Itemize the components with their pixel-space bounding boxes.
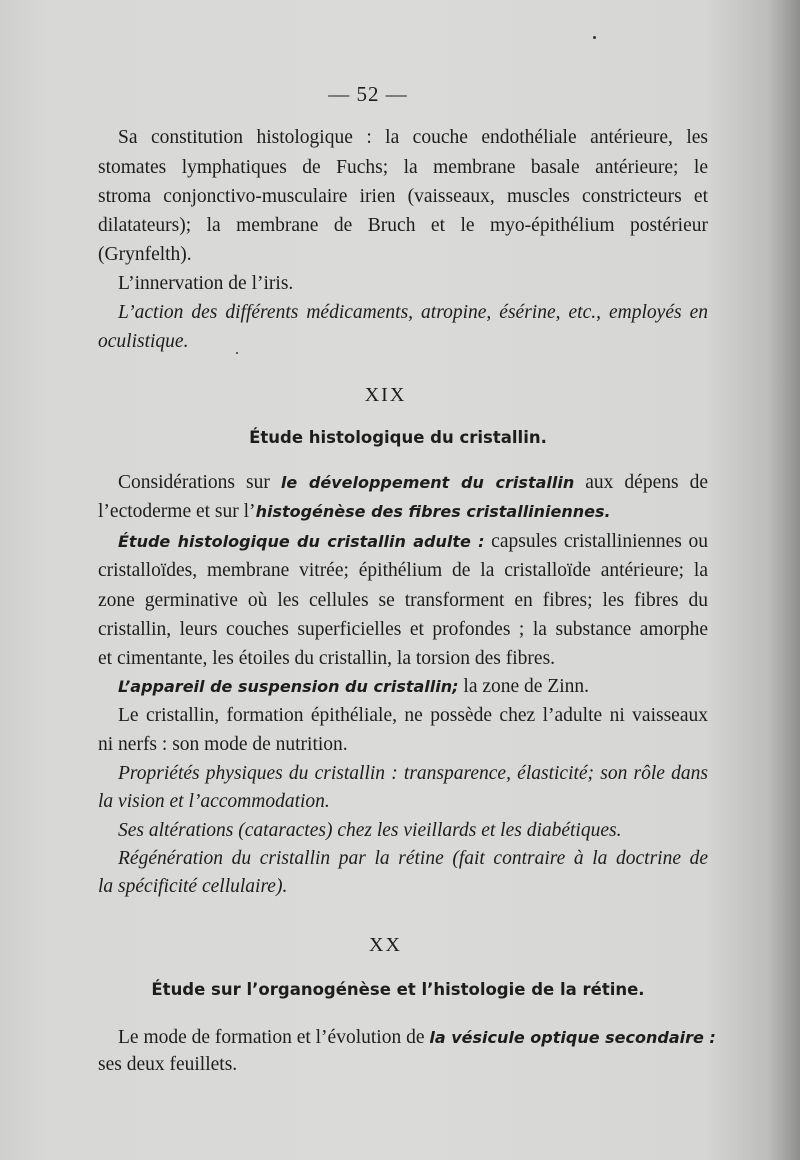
text-line: Régénération du cristallin par la rétine (fait contraire à la doctrine de	[118, 848, 708, 869]
text-line	[98, 499, 708, 525]
text-run: l’ectoderme et sur l’	[98, 501, 256, 522]
text-line: la spécificité cellulaire).	[98, 876, 288, 897]
section-number: XX	[369, 934, 402, 956]
section-number: XIX	[364, 384, 407, 406]
emphasis-run: histogénèse des fibres cristalliniennes.	[255, 502, 611, 521]
section-title: Étude sur l’organogénèse et l’histologie de la rétine.	[151, 980, 645, 999]
text-line: ses deux feuillets.	[98, 1054, 238, 1075]
text-line: Propriétés physiques du cristallin : transparence, élasticité; son rôle dans	[118, 763, 708, 784]
text-line: oculistique.	[98, 331, 189, 352]
text-run: la zone de Zinn.	[458, 676, 590, 697]
section-title: Étude histologique du cristallin.	[249, 428, 547, 447]
text-line: L’action des différents médicaments, atropine, ésérine, etc., employés en	[118, 302, 708, 323]
document-page	[98, 0, 716, 1160]
text-line: Sa constitution histologique : la couche endothéliale antérieure, les	[118, 127, 708, 148]
text-run: Considérations sur	[118, 472, 281, 493]
text-line: cristallin, leurs couches superficielles et profondes ; la substance amorphe	[98, 619, 708, 640]
emphasis-run: L’appareil de suspension du cristallin;	[118, 677, 459, 696]
text-line: ni nerfs : son mode de nutrition.	[98, 734, 348, 755]
text-line: (Grynfelth).	[98, 244, 192, 265]
emphasis-run: le développement du cristallin	[280, 473, 575, 492]
text-line	[118, 470, 708, 496]
text-line: L’innervation de l’iris.	[118, 273, 294, 294]
text-line: stroma conjonctivo-musculaire irien (vaisseaux, muscles constricteurs et	[98, 186, 708, 207]
text-line: stomates lymphatiques de Fuchs; la membrane basale antérieure; le	[98, 157, 708, 178]
page-number: — 52 —	[328, 82, 408, 106]
text-line: Ses altérations (cataractes) chez les vieillards et les diabétiques.	[118, 820, 622, 841]
text-line: et cimentante, les étoiles du cristallin, la torsion des fibres.	[98, 648, 556, 669]
text-line	[118, 529, 708, 555]
text-run: aux dépens de	[574, 472, 708, 493]
text-line: dilatateurs); la membrane de Bruch et le myo-épithélium postérieur	[98, 215, 708, 236]
text-run: capsules cristalliniennes ou	[484, 531, 709, 552]
text-line	[118, 674, 708, 700]
text-line	[118, 1025, 716, 1051]
text-line: Le cristallin, formation épithéliale, ne possède chez l’adulte ni vaisseaux	[118, 705, 708, 726]
emphasis-run: Étude histologique du cristallin adulte :	[118, 532, 485, 551]
emphasis-run: la vésicule optique secondaire :	[429, 1028, 716, 1047]
text-line: zone germinative où les cellules se transforment en fibres; les fibres du	[98, 590, 708, 611]
text-line: la vision et l’accommodation.	[98, 791, 330, 812]
text-run: Le mode de formation et l’évolution de	[118, 1027, 430, 1048]
text-line: cristalloïdes, membrane vitrée; épithélium de la cristalloïde antérieure; la	[98, 560, 708, 581]
